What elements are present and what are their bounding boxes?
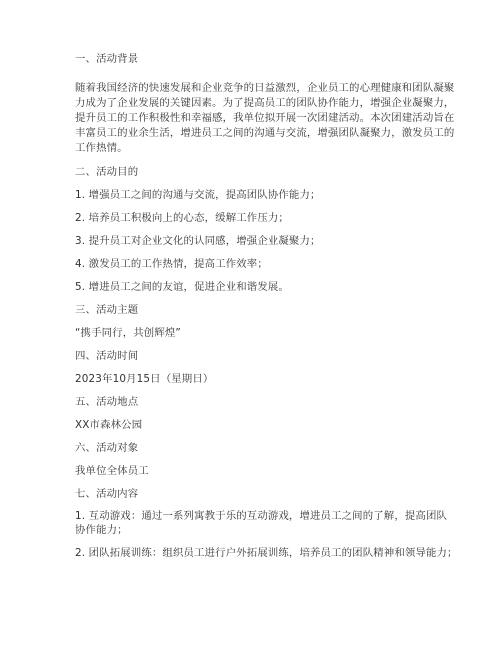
activity-target: 我单位全体员工 — [75, 465, 149, 477]
purpose-list-item: 5. 增进员工之间的友谊，促进企业和谐发展。 — [75, 281, 289, 293]
background-paragraph-line: 力成为了企业发展的关键因素。为了提高员工的团队协作能力，增强企业凝聚力， — [75, 97, 455, 109]
purpose-list-item: 2. 培养员工积极向上的心态，缓解工作压力； — [75, 212, 289, 224]
content-paragraph-line: 2. 团队拓展训练：组织员工进行户外拓展训练，培养员工的团队精神和领导能力； — [75, 547, 458, 559]
background-paragraph-line: 提升员工的工作积极性和幸福感，我单位拟开展一次团建活动。本次团建活动旨在 — [75, 112, 455, 124]
section-heading-theme: 三、活动主题 — [75, 304, 139, 316]
purpose-list-item: 3. 提升员工对企业文化的认同感，增强企业凝聚力； — [75, 235, 321, 247]
purpose-list-item: 4. 激发员工的工作热情，提高工作效率； — [75, 258, 268, 270]
section-heading-background: 一、活动背景 — [75, 53, 139, 65]
activity-place: XX市森林公园 — [75, 419, 143, 431]
background-paragraph-line: 丰富员工的业余生活，增进员工之间的沟通与交流，增强团队凝聚力，激发员工的 — [75, 127, 455, 139]
purpose-list-item: 1. 增强员工之间的沟通与交流，提高团队协作能力； — [75, 189, 321, 201]
section-heading-purpose: 二、活动目的 — [75, 166, 139, 178]
content-paragraph-line: 协作能力； — [75, 524, 128, 536]
section-heading-target: 六、活动对象 — [75, 442, 139, 454]
content-paragraph-line: 1. 互动游戏：通过一系列寓教于乐的互动游戏，增进员工之间的了解，提高团队 — [75, 510, 448, 522]
section-heading-content: 七、活动内容 — [75, 488, 139, 500]
background-paragraph-line: 随着我国经济的快速发展和企业竞争的日益激烈，企业员工的心理健康和团队凝聚 — [75, 82, 455, 94]
section-heading-place: 五、活动地点 — [75, 396, 139, 408]
section-heading-time: 四、活动时间 — [75, 350, 139, 362]
activity-time: 2023年10月15日（星期日） — [75, 373, 214, 385]
background-paragraph-line: 工作热情。 — [75, 142, 128, 154]
activity-theme: “携手同行，共创辉煌” — [75, 327, 181, 339]
